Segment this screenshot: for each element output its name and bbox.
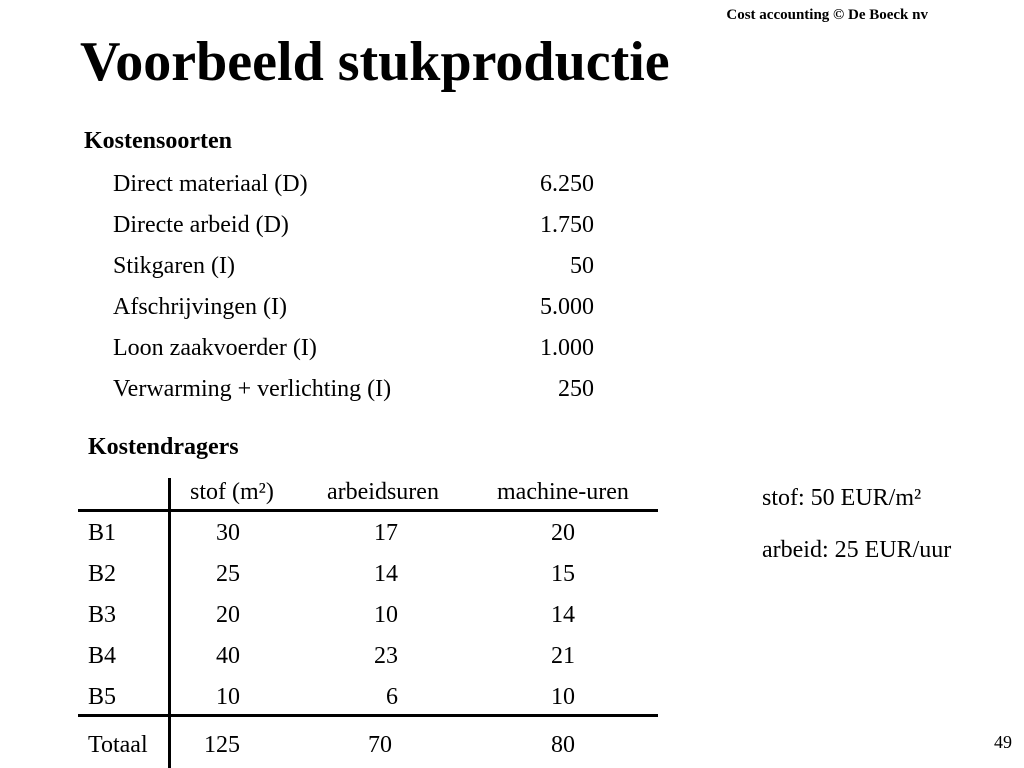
cell-machine-uren: 21 <box>551 643 575 669</box>
cost-value: 1.750 <box>540 212 594 238</box>
cost-label: Loon zaakvoerder (I) <box>113 335 317 361</box>
row-label: B1 <box>88 520 117 546</box>
cell-machine-uren: 20 <box>551 520 575 546</box>
cost-value: 5.000 <box>540 294 594 320</box>
kostendragers-heading: Kostendragers <box>88 434 239 460</box>
kostensoorten-heading: Kostensoorten <box>84 128 232 154</box>
row-label: B5 <box>88 684 117 710</box>
cost-value: 6.250 <box>540 171 594 197</box>
cell-arbeidsuren: 10 <box>374 602 398 628</box>
cell-stof: 30 <box>216 520 240 546</box>
cost-types-list <box>113 168 594 414</box>
cost-label: Afschrijvingen (I) <box>113 294 287 320</box>
total-label: Totaal <box>88 732 148 758</box>
cost-value: 50 <box>570 253 594 279</box>
cell-stof: 25 <box>216 561 240 587</box>
cost-label: Stikgaren (I) <box>113 253 235 279</box>
cost-value: 1.000 <box>540 335 594 361</box>
row-label: B2 <box>88 561 117 587</box>
page-number: 49 <box>994 732 1012 752</box>
cost-row <box>113 209 594 250</box>
cell-arbeidsuren: 23 <box>374 643 398 669</box>
cost-row <box>113 373 594 414</box>
table-header-divider <box>78 509 658 512</box>
row-label: B4 <box>88 643 117 669</box>
column-header-stof: stof (m²) <box>190 479 274 505</box>
cell-arbeidsuren: 17 <box>374 520 398 546</box>
total-machine-uren: 80 <box>551 732 575 758</box>
cell-machine-uren: 10 <box>551 684 575 710</box>
note-labour-rate: arbeid: 25 EUR/uur <box>762 537 952 563</box>
cost-row <box>113 291 594 332</box>
note-stof-price: stof: 50 EUR/m² <box>762 485 922 511</box>
cost-label: Directe arbeid (D) <box>113 212 289 238</box>
cost-label: Verwarming + verlichting (I) <box>113 376 392 402</box>
table-label-divider <box>168 478 171 768</box>
table-total-divider <box>78 714 658 717</box>
row-label: B3 <box>88 602 117 628</box>
slide-title: Voorbeeld stukproductie <box>80 31 670 93</box>
cell-arbeidsuren: 6 <box>386 684 398 710</box>
cell-machine-uren: 15 <box>551 561 575 587</box>
cost-value: 250 <box>558 376 594 402</box>
column-header-machine-uren: machine-uren <box>497 479 629 505</box>
copyright-notice: Cost accounting © De Boeck nv <box>726 7 928 23</box>
cell-stof: 10 <box>216 684 240 710</box>
cost-row <box>113 332 594 373</box>
cell-arbeidsuren: 14 <box>374 561 398 587</box>
cost-row <box>113 250 594 291</box>
cost-label: Direct materiaal (D) <box>113 171 308 197</box>
total-arbeidsuren: 70 <box>368 732 392 758</box>
column-header-arbeidsuren: arbeidsuren <box>327 479 439 505</box>
total-stof: 125 <box>204 732 240 758</box>
cost-row <box>113 168 594 209</box>
cell-stof: 40 <box>216 643 240 669</box>
cell-machine-uren: 14 <box>551 602 575 628</box>
cell-stof: 20 <box>216 602 240 628</box>
